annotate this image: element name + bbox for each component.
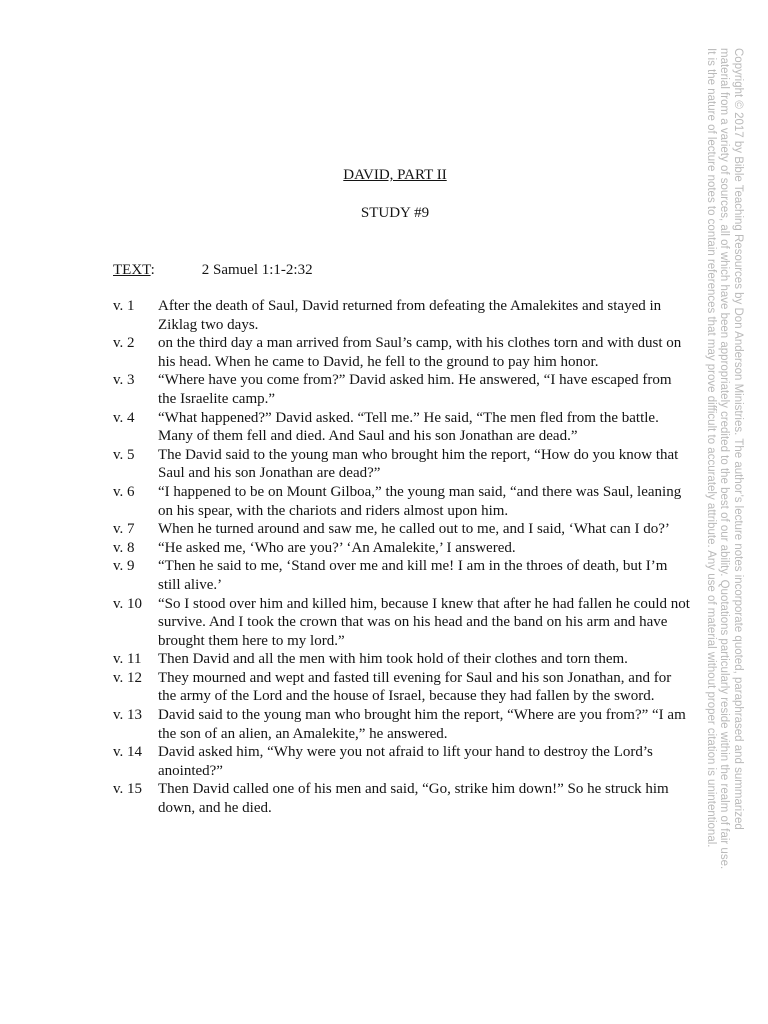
verse-text: David said to the young man who brought him the report, “Where are you from?” “I am the son of an alien, an Amalekite,” he answered. (158, 707, 686, 742)
verse-number: v. 11 (113, 651, 142, 668)
copyright-notice (704, 48, 745, 948)
verse-item (113, 557, 693, 594)
verse-number: v. 14 (113, 744, 143, 761)
verse-number: v. 5 (113, 446, 135, 463)
verse-number: v. 4 (113, 409, 135, 426)
verse-number: v. 9 (113, 558, 135, 575)
verse-text: Then David and all the men with him took hold of their clothes and torn them. (158, 651, 628, 668)
verse-text: “What happened?” David asked. “Tell me.” He said, “The men fled from the battle. Many of them fell and died. And Saul and his son Jonathan are dead.” (158, 409, 659, 445)
verse-text: The David said to the young man who brought him the report, “How do you know that Saul and his son Jonathan are dead?” (158, 446, 679, 482)
verse-item (113, 483, 693, 520)
verse-text: “Where have you come from?” David asked him. He answered, “I have escaped from the Israelite camp.” (158, 372, 672, 407)
verse-item (113, 780, 693, 817)
copyright-line: Copyright © 2017 by Bible Teaching Resources by Don Anderson Ministries. The author’s lecture notes incorporate quoted, paraphrased and summarized (732, 48, 744, 830)
verse-text: Then David called one of his men and said, “Go, strike him down!” So he struck him down, and he died. (158, 781, 669, 817)
verse-text: They mourned and wept and fasted till evening for Saul and his son Jonathan, and for the army of the Lord and the house of Israel, because they had fallen by the sword. (158, 669, 672, 705)
verse-text: After the death of Saul, David returned from defeating the Amalekites and stayed in Ziklag two days. (158, 298, 662, 333)
verse-item (113, 595, 693, 651)
verse-item (113, 706, 693, 743)
verse-list (113, 297, 693, 818)
verse-number: v. 3 (113, 372, 135, 389)
verse-item (113, 520, 693, 539)
scripture-reference: 2 Samuel 1:1-2:32 (201, 262, 313, 278)
verse-text: on the third day a man arrived from Saul’s camp, with his clothes torn and with dust on his head. When he came to David, he fell to the ground to pay him honor. (158, 335, 682, 370)
verse-item (113, 371, 693, 408)
verse-item (113, 409, 693, 446)
copyright-line: material from a variety of sources, all of which have been appropriately credited to the best of our ability. Quotations particularly reside within the realm of fair use. (718, 48, 731, 870)
verse-number: v. 12 (113, 669, 143, 686)
verse-item (113, 743, 693, 780)
verse-number: v. 6 (113, 483, 135, 500)
verse-item (113, 650, 693, 669)
verse-number: v. 7 (113, 521, 135, 538)
verse-number: v. 10 (113, 595, 143, 612)
verse-text: “Then he said to me, ‘Stand over me and kill me! I am in the throes of death, but I’m still alive.’ (158, 558, 668, 593)
verse-text: David asked him, “Why were you not afraid to lift your hand to destroy the Lord’s anointed?” (158, 744, 653, 779)
verse-text: “So I stood over him and killed him, because I knew that after he had fallen he could not survive. And I took the crown that was on his head and the band on his arm and have brought them here to my lord.” (158, 595, 690, 649)
verse-item (113, 334, 693, 371)
verse-text: “He asked me, ‘Who are you?’ ‘An Amalekite,’ I answered. (158, 539, 516, 556)
text-label-colon: : (150, 262, 155, 278)
verse-number: v. 2 (113, 335, 135, 352)
verse-text: When he turned around and saw me, he called out to me, and I said, ‘What can I do?’ (158, 521, 670, 538)
copyright-line: It is the nature of lecture notes to contain references that may prove difficult to accurately attribute. Any use of material without proper citation is unintentional. (705, 48, 717, 848)
verse-number: v. 13 (113, 707, 143, 724)
verse-item (113, 297, 693, 334)
verse-number: v. 8 (113, 539, 135, 556)
text-reference-row (113, 262, 313, 279)
text-label: TEXT (113, 262, 151, 278)
verse-number: v. 15 (113, 781, 143, 798)
verse-item (113, 539, 693, 558)
verse-item (113, 446, 693, 483)
study-number: STUDY #9 (360, 205, 430, 221)
copyright-watermark (702, 48, 744, 948)
verse-text: “I happened to be on Mount Gilboa,” the young man said, “and there was Saul, leaning on his spear, with the chariots and riders almost upon him. (158, 483, 682, 519)
page-title: DAVID, PART II (343, 167, 447, 183)
verse-item (113, 669, 693, 706)
verse-number: v. 1 (113, 298, 135, 314)
